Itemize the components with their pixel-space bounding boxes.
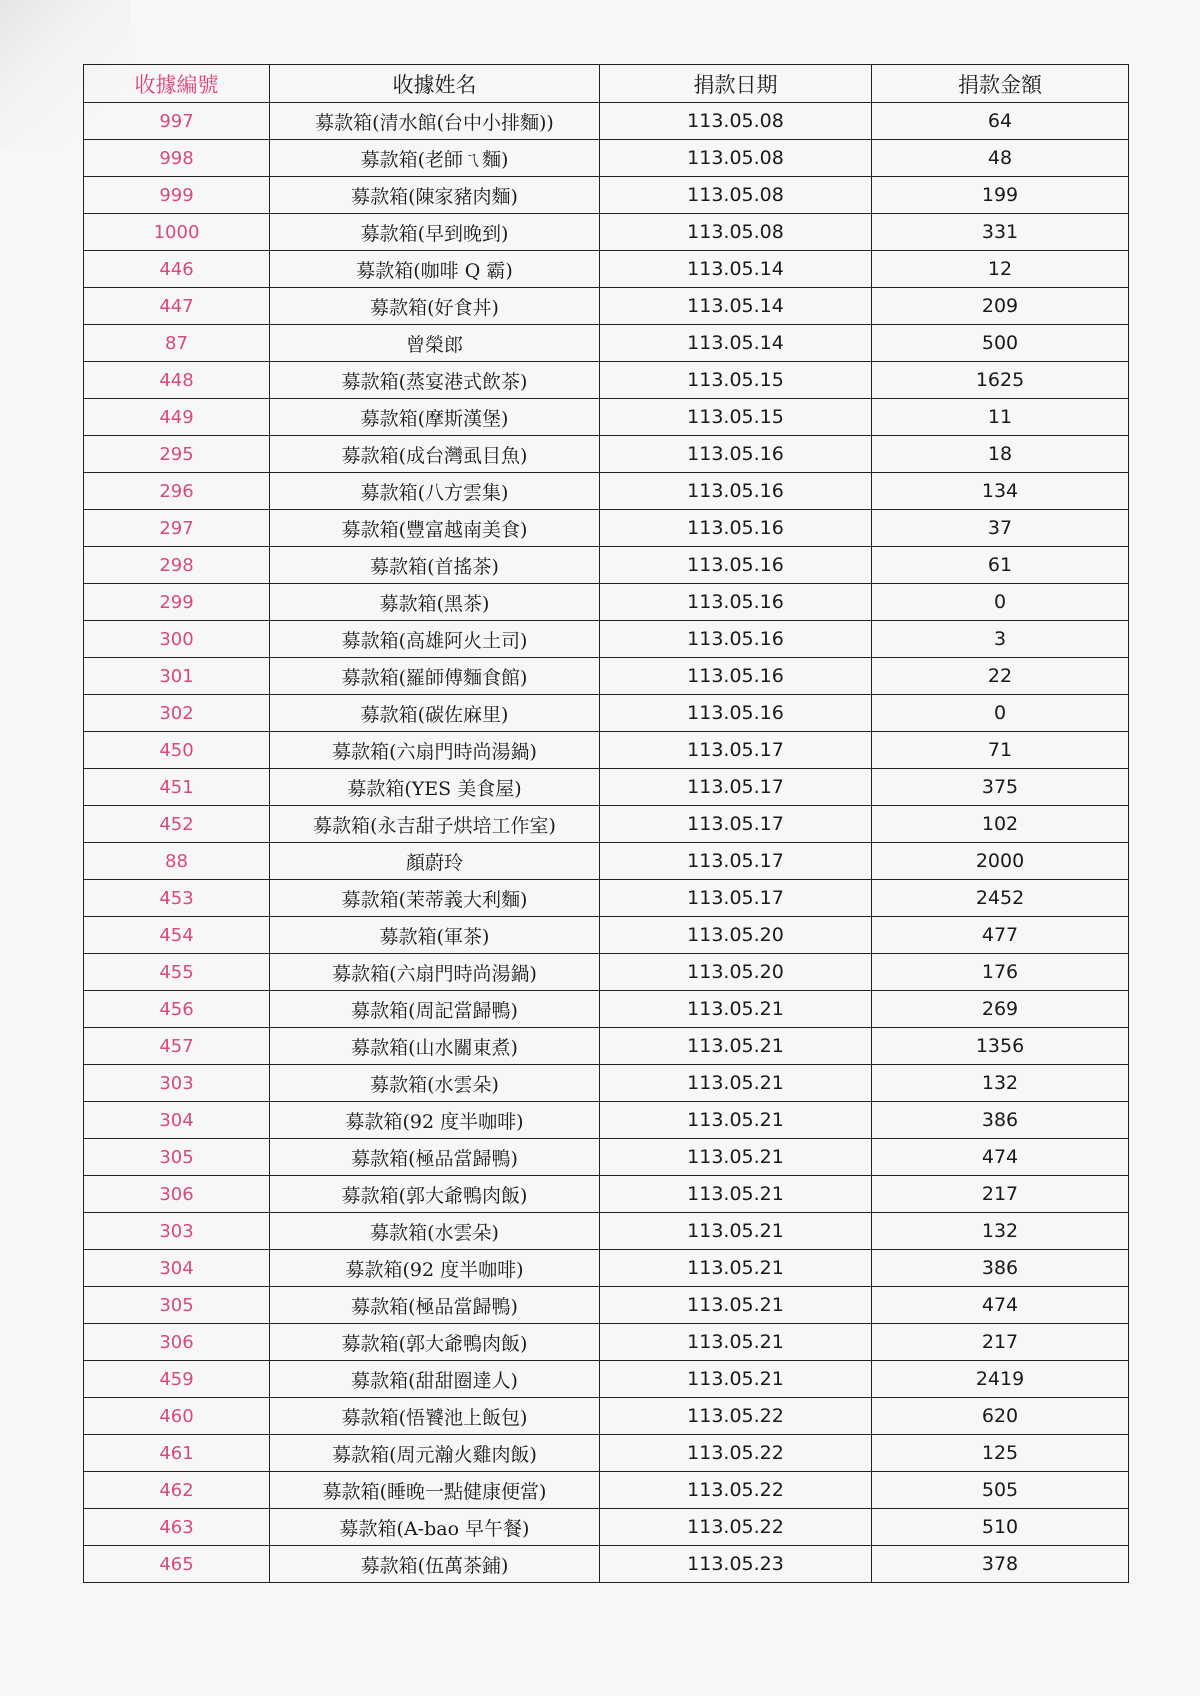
receipt-name-cell: 募款箱(A-bao 早午餐) xyxy=(270,1509,600,1546)
donation-date-cell: 113.05.22 xyxy=(600,1509,872,1546)
donation-amount-cell: 18 xyxy=(872,436,1129,473)
receipt-no-cell: 998 xyxy=(84,140,270,177)
receipt-name-cell: 募款箱(周記當歸鴨) xyxy=(270,991,600,1028)
receipt-name-cell: 募款箱(悟饕池上飯包) xyxy=(270,1398,600,1435)
receipt-no-cell: 299 xyxy=(84,584,270,621)
donation-amount-cell: 22 xyxy=(872,658,1129,695)
donation-amount-cell: 37 xyxy=(872,510,1129,547)
donation-amount-cell: 71 xyxy=(872,732,1129,769)
receipt-no-cell: 88 xyxy=(84,843,270,880)
donation-date-cell: 113.05.17 xyxy=(600,843,872,880)
table-row xyxy=(84,991,1129,1028)
receipt-name-cell: 募款箱(成台灣虱目魚) xyxy=(270,436,600,473)
receipt-no-cell: 297 xyxy=(84,510,270,547)
receipt-name-cell: 募款箱(極品當歸鴨) xyxy=(270,1139,600,1176)
donation-date-cell: 113.05.16 xyxy=(600,658,872,695)
donation-amount-cell: 477 xyxy=(872,917,1129,954)
donation-date-cell: 113.05.08 xyxy=(600,214,872,251)
donation-date-cell: 113.05.15 xyxy=(600,399,872,436)
receipt-name-cell: 募款箱(羅師傅麵食館) xyxy=(270,658,600,695)
receipt-name-cell: 募款箱(老師ㄟ麵) xyxy=(270,140,600,177)
donation-amount-cell: 217 xyxy=(872,1324,1129,1361)
receipt-name-cell: 募款箱(六扇門時尚湯鍋) xyxy=(270,954,600,991)
donation-amount-cell: 125 xyxy=(872,1435,1129,1472)
header-receipt-name: 收據姓名 xyxy=(270,65,600,103)
donation-date-cell: 113.05.08 xyxy=(600,177,872,214)
receipt-no-cell: 295 xyxy=(84,436,270,473)
donation-date-cell: 113.05.21 xyxy=(600,1028,872,1065)
donation-date-cell: 113.05.16 xyxy=(600,695,872,732)
donation-amount-cell: 269 xyxy=(872,991,1129,1028)
donation-amount-cell: 378 xyxy=(872,1546,1129,1583)
donation-amount-cell: 0 xyxy=(872,695,1129,732)
table-row xyxy=(84,473,1129,510)
receipt-name-cell: 募款箱(郭大爺鴨肉飯) xyxy=(270,1176,600,1213)
donation-date-cell: 113.05.17 xyxy=(600,732,872,769)
receipt-no-cell: 304 xyxy=(84,1250,270,1287)
donation-amount-cell: 217 xyxy=(872,1176,1129,1213)
table-row xyxy=(84,732,1129,769)
receipt-name-cell: 募款箱(蒸宴港式飲茶) xyxy=(270,362,600,399)
receipt-no-cell: 459 xyxy=(84,1361,270,1398)
donation-amount-cell: 510 xyxy=(872,1509,1129,1546)
header-donation-amount: 捐款金額 xyxy=(872,65,1129,103)
donation-date-cell: 113.05.22 xyxy=(600,1435,872,1472)
receipt-name-cell: 募款箱(首搖茶) xyxy=(270,547,600,584)
donation-date-cell: 113.05.22 xyxy=(600,1472,872,1509)
receipt-no-cell: 306 xyxy=(84,1176,270,1213)
table-row xyxy=(84,1139,1129,1176)
table-row xyxy=(84,769,1129,806)
table-row xyxy=(84,880,1129,917)
receipt-name-cell: 募款箱(永吉甜子烘培工作室) xyxy=(270,806,600,843)
receipt-name-cell: 募款箱(水雲朵) xyxy=(270,1065,600,1102)
receipt-name-cell: 募款箱(六扇門時尚湯鍋) xyxy=(270,732,600,769)
receipt-no-cell: 449 xyxy=(84,399,270,436)
receipt-no-cell: 465 xyxy=(84,1546,270,1583)
receipt-name-cell: 募款箱(水雲朵) xyxy=(270,1213,600,1250)
table-row xyxy=(84,214,1129,251)
receipt-no-cell: 296 xyxy=(84,473,270,510)
donation-amount-cell: 386 xyxy=(872,1250,1129,1287)
receipt-no-cell: 303 xyxy=(84,1065,270,1102)
receipt-name-cell: 曾榮郎 xyxy=(270,325,600,362)
donation-amount-cell: 61 xyxy=(872,547,1129,584)
receipt-name-cell: 募款箱(八方雲集) xyxy=(270,473,600,510)
table-row xyxy=(84,621,1129,658)
table-row xyxy=(84,584,1129,621)
donation-date-cell: 113.05.16 xyxy=(600,547,872,584)
table-row xyxy=(84,1176,1129,1213)
receipt-name-cell: 募款箱(伍萬茶鋪) xyxy=(270,1546,600,1583)
donation-amount-cell: 3 xyxy=(872,621,1129,658)
table-row xyxy=(84,1250,1129,1287)
donation-date-cell: 113.05.16 xyxy=(600,473,872,510)
table-row xyxy=(84,251,1129,288)
receipt-no-cell: 454 xyxy=(84,917,270,954)
receipt-name-cell: 募款箱(碳佐麻里) xyxy=(270,695,600,732)
receipt-no-cell: 447 xyxy=(84,288,270,325)
table-row xyxy=(84,399,1129,436)
donation-date-cell: 113.05.21 xyxy=(600,1102,872,1139)
table-row xyxy=(84,288,1129,325)
table-row xyxy=(84,843,1129,880)
table-row xyxy=(84,1213,1129,1250)
table-row xyxy=(84,806,1129,843)
receipt-name-cell: 募款箱(甜甜圈達人) xyxy=(270,1361,600,1398)
donation-amount-cell: 12 xyxy=(872,251,1129,288)
table-row xyxy=(84,1361,1129,1398)
donation-amount-cell: 176 xyxy=(872,954,1129,991)
receipt-name-cell: 顏蔚玲 xyxy=(270,843,600,880)
table-row xyxy=(84,917,1129,954)
header-donation-date: 捐款日期 xyxy=(600,65,872,103)
donation-date-cell: 113.05.21 xyxy=(600,1250,872,1287)
table-row xyxy=(84,1472,1129,1509)
donation-amount-cell: 64 xyxy=(872,103,1129,140)
donation-amount-cell: 2452 xyxy=(872,880,1129,917)
donation-amount-cell: 48 xyxy=(872,140,1129,177)
receipt-no-cell: 303 xyxy=(84,1213,270,1250)
donation-date-cell: 113.05.20 xyxy=(600,917,872,954)
receipt-name-cell: 募款箱(郭大爺鴨肉飯) xyxy=(270,1324,600,1361)
table-row xyxy=(84,1065,1129,1102)
donation-amount-cell: 2000 xyxy=(872,843,1129,880)
receipt-no-cell: 87 xyxy=(84,325,270,362)
donation-amount-cell: 375 xyxy=(872,769,1129,806)
donation-date-cell: 113.05.21 xyxy=(600,991,872,1028)
donation-amount-cell: 199 xyxy=(872,177,1129,214)
table-header xyxy=(84,65,1129,103)
receipt-no-cell: 446 xyxy=(84,251,270,288)
receipt-name-cell: 募款箱(咖啡 Q 霸) xyxy=(270,251,600,288)
receipt-name-cell: 募款箱(豐富越南美食) xyxy=(270,510,600,547)
table-row xyxy=(84,1102,1129,1139)
donation-date-cell: 113.05.16 xyxy=(600,584,872,621)
donation-amount-cell: 132 xyxy=(872,1213,1129,1250)
table-row xyxy=(84,1509,1129,1546)
donation-date-cell: 113.05.08 xyxy=(600,103,872,140)
donation-table xyxy=(83,64,1129,1583)
table-row xyxy=(84,1435,1129,1472)
receipt-no-cell: 306 xyxy=(84,1324,270,1361)
receipt-no-cell: 456 xyxy=(84,991,270,1028)
table-row xyxy=(84,510,1129,547)
receipt-name-cell: 募款箱(摩斯漢堡) xyxy=(270,399,600,436)
donation-date-cell: 113.05.14 xyxy=(600,325,872,362)
receipt-name-cell: 募款箱(茉蒂義大利麵) xyxy=(270,880,600,917)
donation-amount-cell: 1356 xyxy=(872,1028,1129,1065)
donation-amount-cell: 500 xyxy=(872,325,1129,362)
donation-date-cell: 113.05.22 xyxy=(600,1398,872,1435)
table-row xyxy=(84,177,1129,214)
donation-amount-cell: 102 xyxy=(872,806,1129,843)
table-row xyxy=(84,695,1129,732)
table-row xyxy=(84,362,1129,399)
donation-amount-cell: 1625 xyxy=(872,362,1129,399)
table-body xyxy=(84,103,1129,1583)
table-row xyxy=(84,103,1129,140)
table-row xyxy=(84,1287,1129,1324)
receipt-no-cell: 301 xyxy=(84,658,270,695)
receipt-no-cell: 300 xyxy=(84,621,270,658)
table-row xyxy=(84,658,1129,695)
table-row xyxy=(84,140,1129,177)
receipt-no-cell: 462 xyxy=(84,1472,270,1509)
donation-date-cell: 113.05.17 xyxy=(600,769,872,806)
donation-date-cell: 113.05.17 xyxy=(600,880,872,917)
donation-date-cell: 113.05.16 xyxy=(600,436,872,473)
receipt-no-cell: 452 xyxy=(84,806,270,843)
receipt-no-cell: 461 xyxy=(84,1435,270,1472)
donation-amount-cell: 2419 xyxy=(872,1361,1129,1398)
donation-date-cell: 113.05.14 xyxy=(600,288,872,325)
donation-date-cell: 113.05.21 xyxy=(600,1324,872,1361)
receipt-no-cell: 298 xyxy=(84,547,270,584)
receipt-name-cell: 募款箱(清水館(台中小排麵)) xyxy=(270,103,600,140)
donation-date-cell: 113.05.21 xyxy=(600,1213,872,1250)
receipt-name-cell: 募款箱(92 度半咖啡) xyxy=(270,1250,600,1287)
donation-date-cell: 113.05.08 xyxy=(600,140,872,177)
table-row xyxy=(84,1324,1129,1361)
donation-amount-cell: 474 xyxy=(872,1139,1129,1176)
table-row xyxy=(84,547,1129,584)
receipt-no-cell: 448 xyxy=(84,362,270,399)
table-row xyxy=(84,1028,1129,1065)
donation-date-cell: 113.05.17 xyxy=(600,806,872,843)
header-row xyxy=(84,65,1129,103)
table-row xyxy=(84,1546,1129,1583)
receipt-no-cell: 457 xyxy=(84,1028,270,1065)
donation-amount-cell: 474 xyxy=(872,1287,1129,1324)
donation-amount-cell: 209 xyxy=(872,288,1129,325)
donation-amount-cell: 134 xyxy=(872,473,1129,510)
receipt-no-cell: 999 xyxy=(84,177,270,214)
receipt-name-cell: 募款箱(黑茶) xyxy=(270,584,600,621)
receipt-name-cell: 募款箱(睡晚一點健康便當) xyxy=(270,1472,600,1509)
receipt-name-cell: 募款箱(陳家豬肉麵) xyxy=(270,177,600,214)
donation-amount-cell: 505 xyxy=(872,1472,1129,1509)
donation-amount-cell: 331 xyxy=(872,214,1129,251)
receipt-no-cell: 302 xyxy=(84,695,270,732)
receipt-no-cell: 463 xyxy=(84,1509,270,1546)
receipt-name-cell: 募款箱(好食丼) xyxy=(270,288,600,325)
receipt-no-cell: 450 xyxy=(84,732,270,769)
receipt-no-cell: 455 xyxy=(84,954,270,991)
table-row xyxy=(84,1398,1129,1435)
donation-date-cell: 113.05.15 xyxy=(600,362,872,399)
receipt-name-cell: 募款箱(92 度半咖啡) xyxy=(270,1102,600,1139)
header-receipt-no: 收據編號 xyxy=(84,65,270,103)
receipt-no-cell: 305 xyxy=(84,1287,270,1324)
donation-date-cell: 113.05.21 xyxy=(600,1176,872,1213)
receipt-no-cell: 451 xyxy=(84,769,270,806)
donation-date-cell: 113.05.20 xyxy=(600,954,872,991)
donation-date-cell: 113.05.23 xyxy=(600,1546,872,1583)
donation-amount-cell: 0 xyxy=(872,584,1129,621)
donation-amount-cell: 620 xyxy=(872,1398,1129,1435)
receipt-name-cell: 募款箱(山水關東煮) xyxy=(270,1028,600,1065)
donation-date-cell: 113.05.21 xyxy=(600,1287,872,1324)
donation-date-cell: 113.05.21 xyxy=(600,1361,872,1398)
table-row xyxy=(84,436,1129,473)
receipt-no-cell: 453 xyxy=(84,880,270,917)
donation-amount-cell: 132 xyxy=(872,1065,1129,1102)
receipt-no-cell: 305 xyxy=(84,1139,270,1176)
receipt-no-cell: 460 xyxy=(84,1398,270,1435)
receipt-name-cell: 募款箱(周元瀚火雞肉飯) xyxy=(270,1435,600,1472)
receipt-no-cell: 1000 xyxy=(84,214,270,251)
receipt-name-cell: 募款箱(YES 美食屋) xyxy=(270,769,600,806)
table-row xyxy=(84,954,1129,991)
receipt-name-cell: 募款箱(早到晚到) xyxy=(270,214,600,251)
donation-amount-cell: 11 xyxy=(872,399,1129,436)
receipt-no-cell: 304 xyxy=(84,1102,270,1139)
receipt-name-cell: 募款箱(極品當歸鴨) xyxy=(270,1287,600,1324)
receipt-name-cell: 募款箱(高雄阿火土司) xyxy=(270,621,600,658)
receipt-name-cell: 募款箱(軍茶) xyxy=(270,917,600,954)
donation-date-cell: 113.05.16 xyxy=(600,621,872,658)
donation-date-cell: 113.05.21 xyxy=(600,1139,872,1176)
donation-date-cell: 113.05.14 xyxy=(600,251,872,288)
donation-date-cell: 113.05.21 xyxy=(600,1065,872,1102)
receipt-no-cell: 997 xyxy=(84,103,270,140)
donation-date-cell: 113.05.16 xyxy=(600,510,872,547)
donation-amount-cell: 386 xyxy=(872,1102,1129,1139)
table-row xyxy=(84,325,1129,362)
